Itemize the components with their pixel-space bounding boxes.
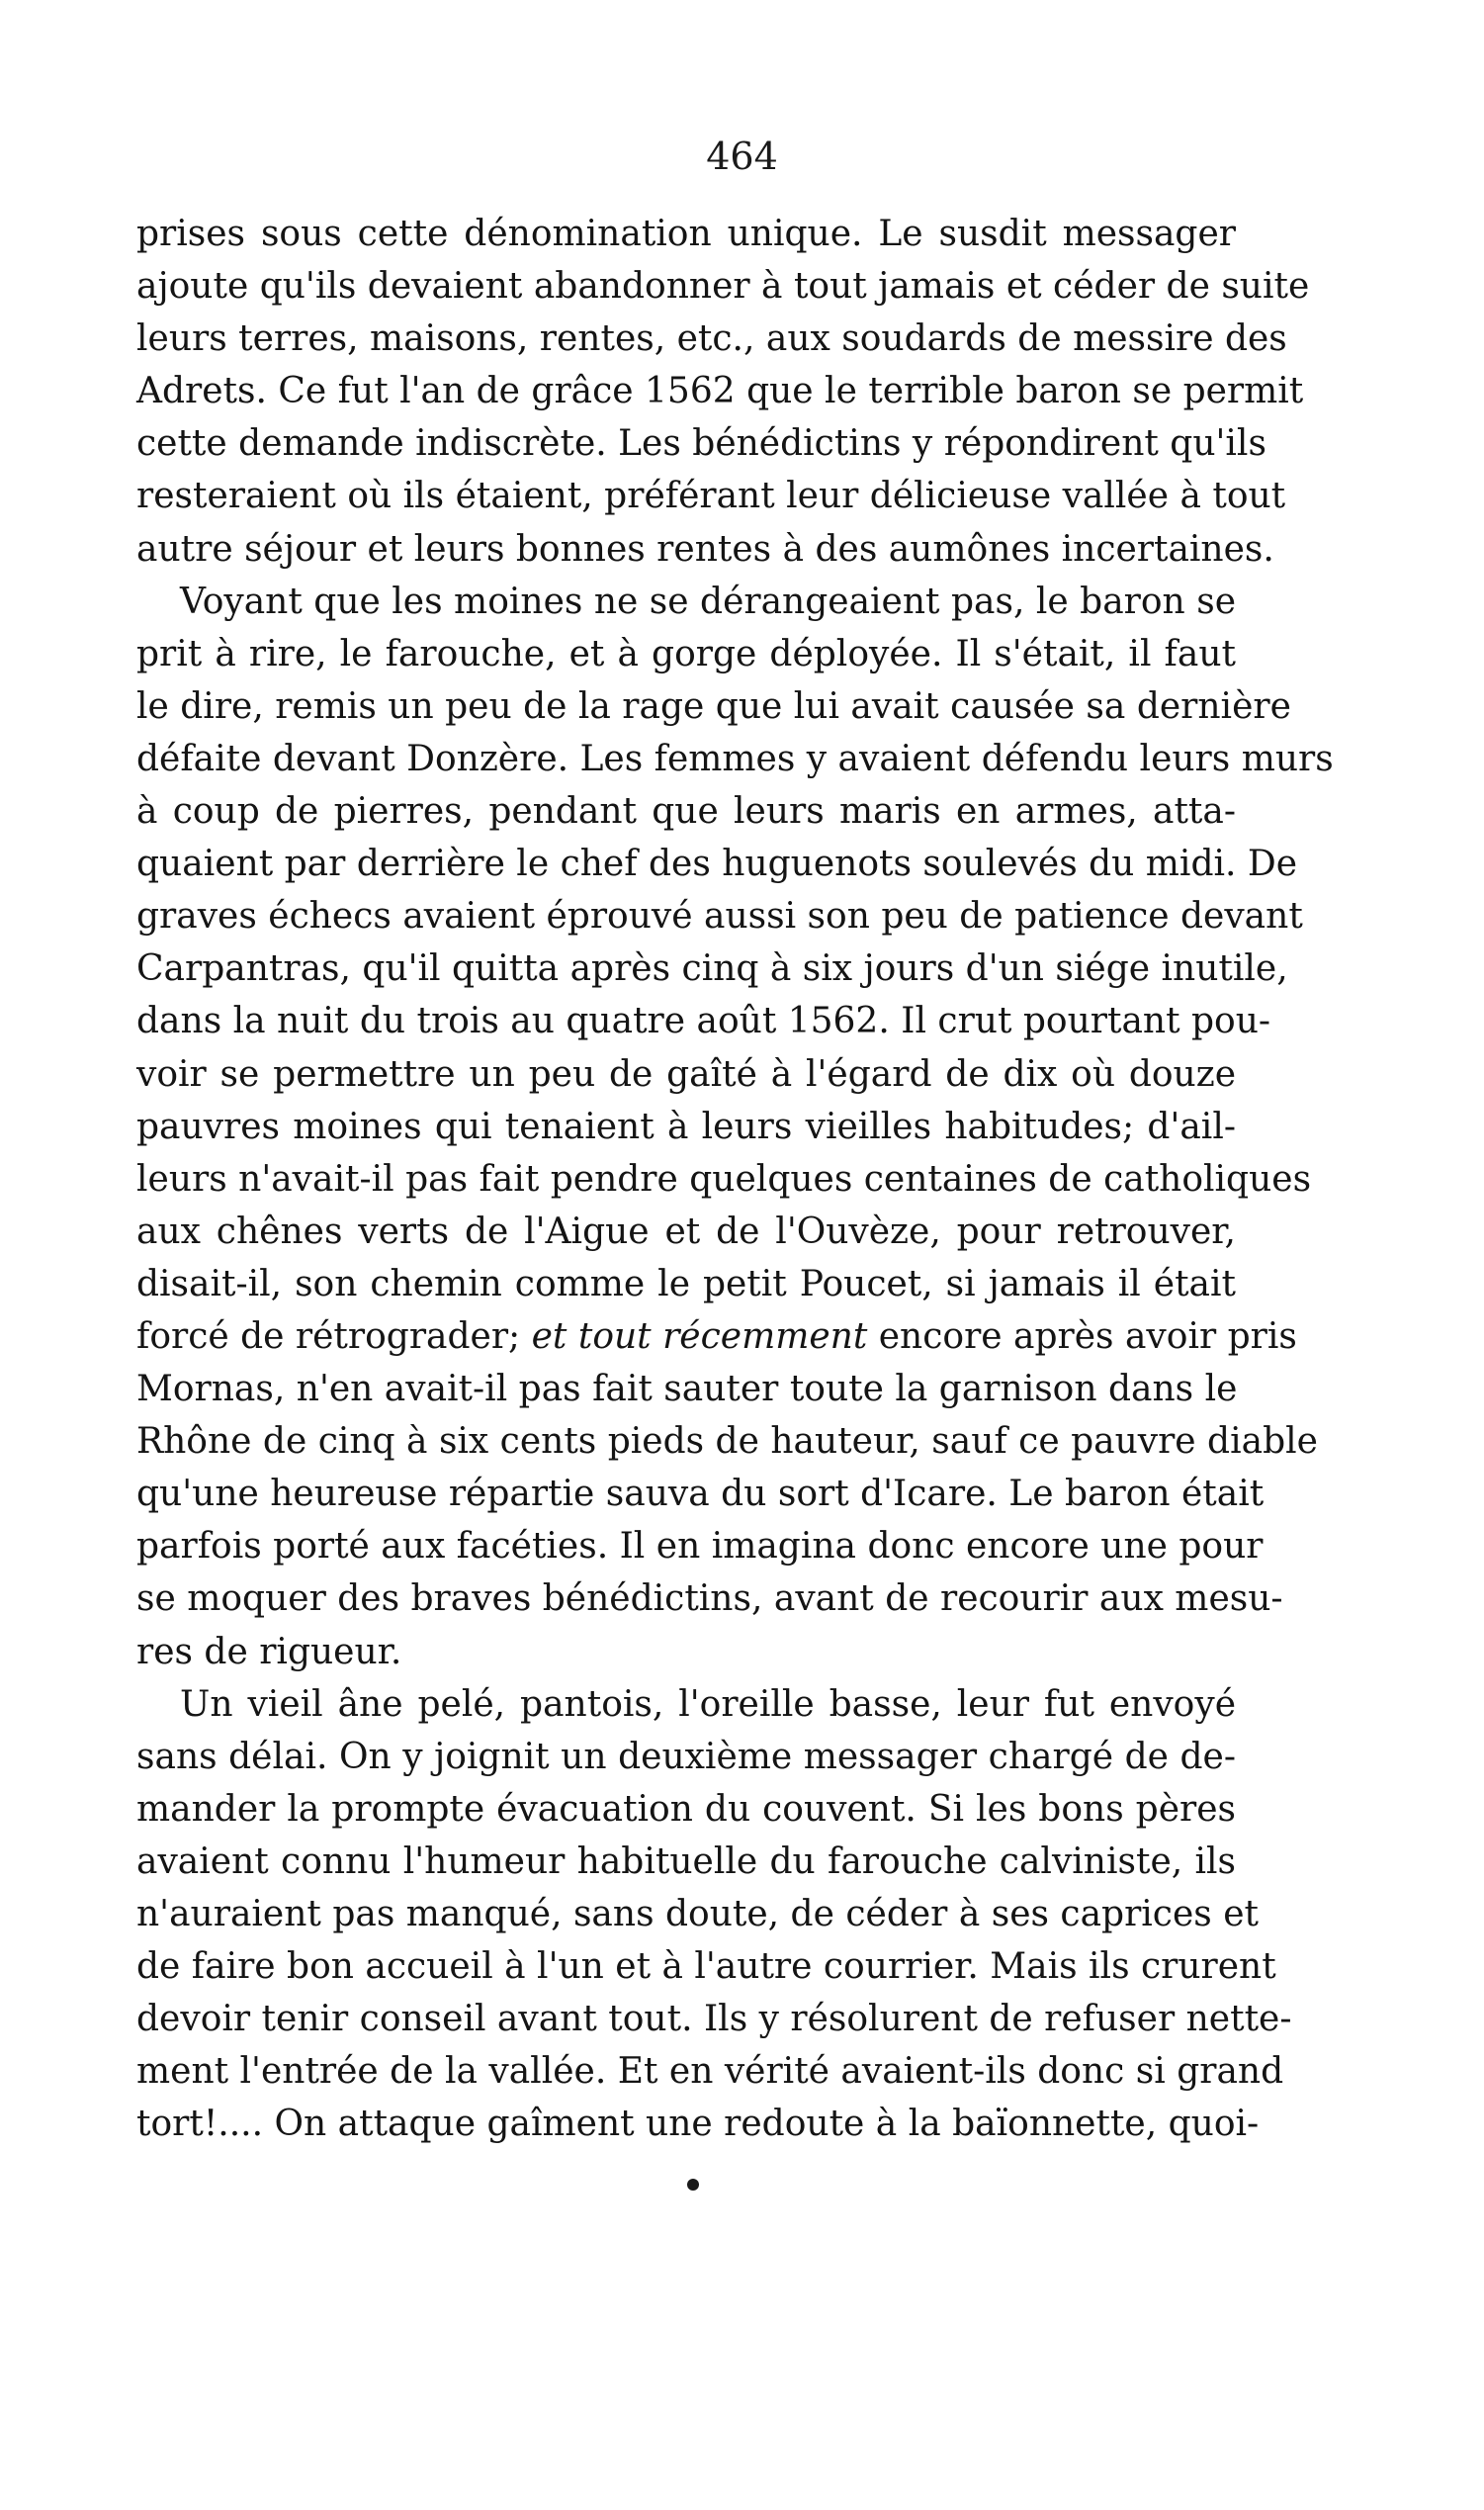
text-line: prit à rire, le farouche, et à gorge déployée. Il s'était, il faut [136,633,1236,674]
text-line: Adrets. Ce fut l'an de grâce 1562 que le terrible baron se permit [136,371,1304,412]
text-line: le dire, remis un peu de la rage que lui avait causée sa dernière [136,685,1291,727]
text-line: avaient connu l'humeur habituelle du farouche calviniste, ils [136,1840,1236,1882]
text-line: à coup de pierres, pendant que leurs maris en armes, atta- [136,791,1236,833]
text-line: Rhône de cinq à six cents pieds de hauteur, sauf ce pauvre diable [136,1421,1318,1463]
text-segment: encore après avoir pris [878,1315,1297,1357]
text-line: leurs n'avait-il pas fait pendre quelques centaines de catholiques [136,1158,1312,1200]
text-line: leurs terres, maisons, rentes, etc., aux soudards de messire des [136,318,1287,360]
text-line: quaient par derrière le chef des huguenots soulevés du midi. De [136,844,1298,885]
text-line: sans délai. On y joignit un deuxième messager chargé de de- [136,1736,1236,1777]
text-line: prises sous cette dénomination unique. Le susdit messager [136,214,1236,254]
text-line: autre séjour et leurs bonnes rentes à des aumônes incertaines. [136,528,1274,570]
text-line: n'auraient pas manqué, sans doute, de céder à ses caprices et [136,1894,1259,1934]
text-line: défaite devant Donzère. Les femmes y avaient défendu leurs murs [136,738,1334,779]
signature-mark [687,2179,699,2191]
text-line: graves échecs avaient éprouvé aussi son peu de patience devant [136,896,1303,938]
body-text [136,208,1334,2150]
text-line: aux chênes verts de l'Aigue et de l'Ouvèze, pour retrouver, [136,1210,1236,1252]
text-line: dans la nuit du trois au quatre août 1562. Il crut pourtant pou- [136,1001,1271,1042]
text-segment: forcé de rétrograder; [136,1315,521,1357]
text-line: ment l'entrée de la vallée. Et en vérité avaient-ils donc si grand [136,2051,1284,2093]
text-line: Un vieil âne pelé, pantois, l'oreille basse, leur fut envoyé [180,1683,1236,1725]
text-line: Mornas, n'en avait-il pas fait sauter toute la garnison dans le [136,1369,1238,1410]
text-line: resteraient où ils étaient, préférant leur délicieuse vallée à tout [136,476,1286,517]
text-line [136,1310,1297,1363]
text-line: voir se permettre un peu de gaîté à l'égard de dix où douze [136,1053,1236,1095]
text-line: mander la prompte évacuation du couvent. Si les bons pères [136,1788,1236,1830]
text-line: pauvres moines qui tenaient à leurs vieilles habitudes; d'ail- [136,1106,1236,1147]
text-line: tort!.... On attaque gaîment une redoute à la baïonnette, quoi- [136,2104,1260,2145]
text-line: res de rigueur. [136,1631,402,1672]
text-line: parfois porté aux facéties. Il en imagina donc encore une pour [136,1526,1264,1568]
text-line: disait-il, son chemin comme le petit Poucet, si jamais il était [136,1263,1236,1304]
text-line: Carpantras, qu'il quitta après cinq à six jours d'un siége inutile, [136,948,1288,990]
page-number: 464 [706,134,778,178]
text-line: Voyant que les moines ne se dérangeaient pas, le baron se [180,581,1236,622]
text-line: ajoute qu'ils devaient abandonner à tout jamais et céder de suite [136,266,1310,308]
text-line: qu'une heureuse répartie sauva du sort d'Icare. Le baron était [136,1474,1265,1515]
text-line: devoir tenir conseil avant tout. Ils y résolurent de refuser nette- [136,1999,1292,2040]
italic-segment: et tout récemment [520,1315,879,1357]
text-line: de faire bon accueil à l'un et à l'autre courrier. Mais ils crurent [136,1946,1276,1988]
text-line: se moquer des braves bénédictins, avant de recourir aux mesu- [136,1578,1283,1620]
text-line: cette demande indiscrète. Les bénédictins y répondirent qu'ils [136,423,1266,465]
